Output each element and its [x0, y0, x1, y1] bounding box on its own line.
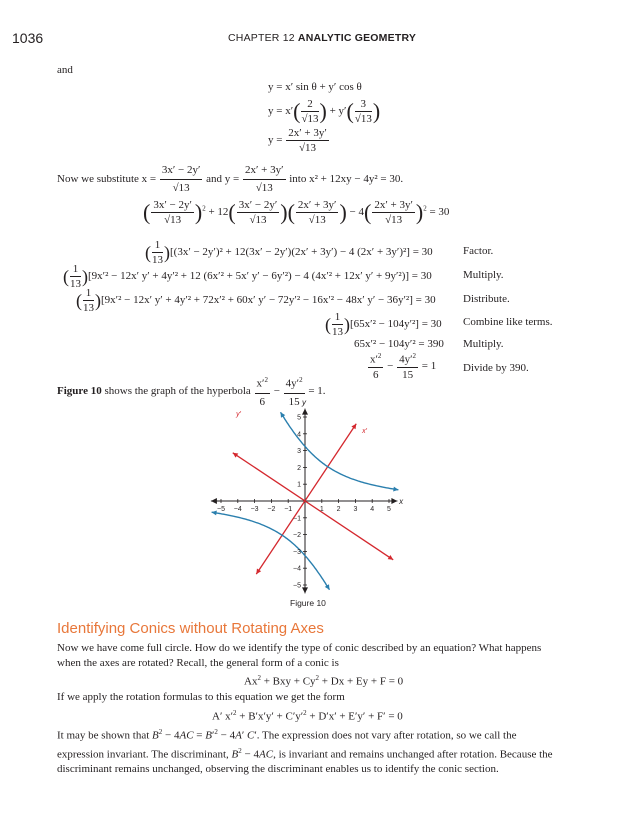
- step-3-expr: [9x′² − 12x′ y′ + 4y′² + 72x′² + 60x′ y′ − 72y′² − 16x′² − 48x′ y′ − 36y′²] = 30: [101, 294, 436, 307]
- x-tick-label: 4: [370, 506, 375, 513]
- y-tick-label: 2: [297, 464, 301, 472]
- step-1: ( $\frac{1}{13}$ )[(3x′ − 2y′)² + 12(3x′ − 2y′)(2x′ + 3y′) − 4 (2x′ + 3y′)²] = 30: [145, 239, 433, 266]
- y-prime-label: y′: [236, 411, 241, 419]
- step-6: $\frac{x'^2}{6}$ − $\frac{4y'^2}{15}$ = 1: [370, 352, 437, 381]
- intro-and: and: [57, 64, 73, 76]
- y-tick-label: −4: [293, 565, 301, 573]
- y-axis-arrow-up: [302, 409, 308, 415]
- sub-x-num: 3x′ − 2y′: [160, 163, 203, 180]
- y-tick-label: −3: [293, 548, 301, 556]
- x-axis-label: x: [399, 497, 404, 506]
- y-tick-label: 4: [297, 431, 301, 439]
- chapter-title: ANALYTIC GEOMETRY: [297, 32, 417, 44]
- x-tick-label: −5: [217, 506, 225, 513]
- y-eq-1: y = x′ sin θ + y′ cos θ: [268, 81, 362, 93]
- sub-y-num: 2x′ + 3y′: [243, 163, 286, 180]
- step-4-note: Combine like terms.: [463, 316, 553, 328]
- step-2-expr: [9x′² − 12x′ y′ + 4y′² + 12 (6x′² + 5x′ y′ − 6y′²) − 4 (4x′² + 12x′ y′ + 9y′²)] = 30: [88, 270, 432, 283]
- y-tick-label: −5: [293, 582, 301, 590]
- x-tick-label: −2: [267, 506, 276, 513]
- y-tick-label: −1: [293, 515, 301, 523]
- y-eq-2: y = x′( $\frac{2}{√13}$ ) + y′( $\frac{3}{√13}$ ): [268, 98, 381, 125]
- chapter-header: [228, 32, 416, 44]
- section-paragraph-1: Now we have come full circle. How do we identify the type of conic described by an equation? What happens when the axes are rotated? Recall, the general form of a conic is: [57, 642, 542, 669]
- page-number: 1036: [12, 30, 44, 46]
- step-5-note: Multiply.: [463, 338, 504, 350]
- x-tick-label: −3: [250, 506, 259, 513]
- step-4-expr: [65x′² − 104y′²] = 30: [350, 318, 442, 331]
- step-5: 65x′² − 104y′² = 390: [354, 338, 444, 350]
- step-2-note: Multiply.: [463, 269, 504, 281]
- tick-labels: [217, 400, 404, 590]
- x-prime-label: x′: [362, 427, 367, 435]
- step-3: ( $\frac{1}{13}$ )[9x′² − 12x′ y′ + 4y′² + 72x′² + 60x′ y′ − 72y′² − 16x′² − 48x′ y′ − 36y′²] = 30: [76, 287, 436, 314]
- x-tick-label: −4: [233, 506, 242, 513]
- x-tick-label: 1: [319, 506, 324, 513]
- sub-prefix: Now we substitute x =: [57, 173, 157, 186]
- figure-ref: Figure 10: [57, 384, 102, 397]
- x-axis-arrow-right: [391, 498, 397, 504]
- x-tick-label: 5: [387, 506, 391, 513]
- y-eq-3-num: 2x′ + 3y′: [288, 127, 327, 139]
- step-2: ( $\frac{1}{13}$ )[9x′² − 12x′ y′ + 4y′² + 12 (6x′² + 5x′ y′ − 6y′²) − 4 (4x′² + 12x′ y′ + 9y′²)] = 30: [63, 263, 432, 290]
- x-tick-label: −1: [284, 506, 293, 513]
- sub-x-den: √13: [172, 182, 190, 194]
- x-tick-label: 2: [336, 506, 341, 513]
- step-1-expr: [(3x′ − 2y′)² + 12(3x′ − 2y′)(2x′ + 3y′) − 4 (2x′ + 3y′)²] = 30: [170, 246, 433, 259]
- figure-sentence: Figure 10 shows the graph of the hyperbola $\frac{x'^2}{6}$ − $\frac{4y'^2}{15}$ = 1.: [57, 373, 326, 410]
- sub-mid: and y =: [206, 173, 240, 186]
- section-paragraph-2: If we apply the rotation formulas to this equation we get the form: [57, 691, 345, 703]
- substitution-line: [57, 163, 403, 196]
- x-axis-arrow-left: [211, 498, 217, 504]
- x-tick-label: 3: [353, 506, 358, 513]
- step-6-note: Divide by 390.: [463, 362, 529, 374]
- hyperbola-graph: [200, 400, 415, 595]
- y-eq-3: y = $\frac{2x' + 3y'}{√13}$: [268, 127, 327, 154]
- rotated-conic-equation: A′ $x'^2 + B'x'y' + C'y'^2 + D'x' + E'y' + F' = 0$: [212, 709, 403, 723]
- figure-sentence-end: = 1.: [308, 384, 326, 397]
- y-tick-label: 1: [297, 481, 301, 489]
- section-paragraph-3: It may be shown that $B^2 - 4AC = B'^2 - 4A'$ C′. The expression does not vary after rotation, so we call the expression invariant. The discriminant, $B^2 - 4AC$, is invariant and remains unchanged after rotation. Because the discriminant remains unchanged, observing the discriminant enables us to identify the conic section.: [57, 728, 553, 776]
- y-tick-label: 5: [297, 414, 301, 422]
- y-axis-arrow-down: [302, 587, 308, 593]
- step-3-note: Distribute.: [463, 293, 510, 305]
- chapter-label: CHAPTER 12: [228, 32, 295, 44]
- step-4: ( $\frac{1}{13}$ )[65x′² − 104y′²] = 30: [325, 311, 442, 338]
- sub-y-den: √13: [255, 182, 273, 194]
- y-eq-3-den: √13: [298, 142, 316, 154]
- step-6-expr: = 1: [421, 359, 437, 372]
- section-heading: Identifying Conics without Rotating Axes: [57, 620, 324, 637]
- figure-sentence-text: shows the graph of the hyperbola: [104, 384, 251, 397]
- substituted-equation: ( $\frac{3x' - 2y'}{√13}$ )$^2$ + 12( $\frac{3x' - 2y'}{√13}$ )( $\frac{2x' + 3y'}{√13}$ ) − 4( $\frac{2x' + 3y'}{√13}$ )$^2$ = 30: [143, 199, 450, 226]
- y-tick-label: −2: [293, 532, 301, 540]
- figure-label: Figure 10: [290, 598, 326, 608]
- y-tick-label: 3: [297, 448, 301, 456]
- sub-suffix: into x² + 12xy − 4y² = 30.: [289, 173, 404, 186]
- general-conic-equation: $Ax^2$ + Bxy + $Cy^2 + Dx + Ey + F = 0$: [244, 674, 404, 688]
- hyperbola-left-branch: [212, 512, 330, 590]
- step-1-note: Factor.: [463, 245, 494, 257]
- y-axis-label: y: [302, 400, 306, 407]
